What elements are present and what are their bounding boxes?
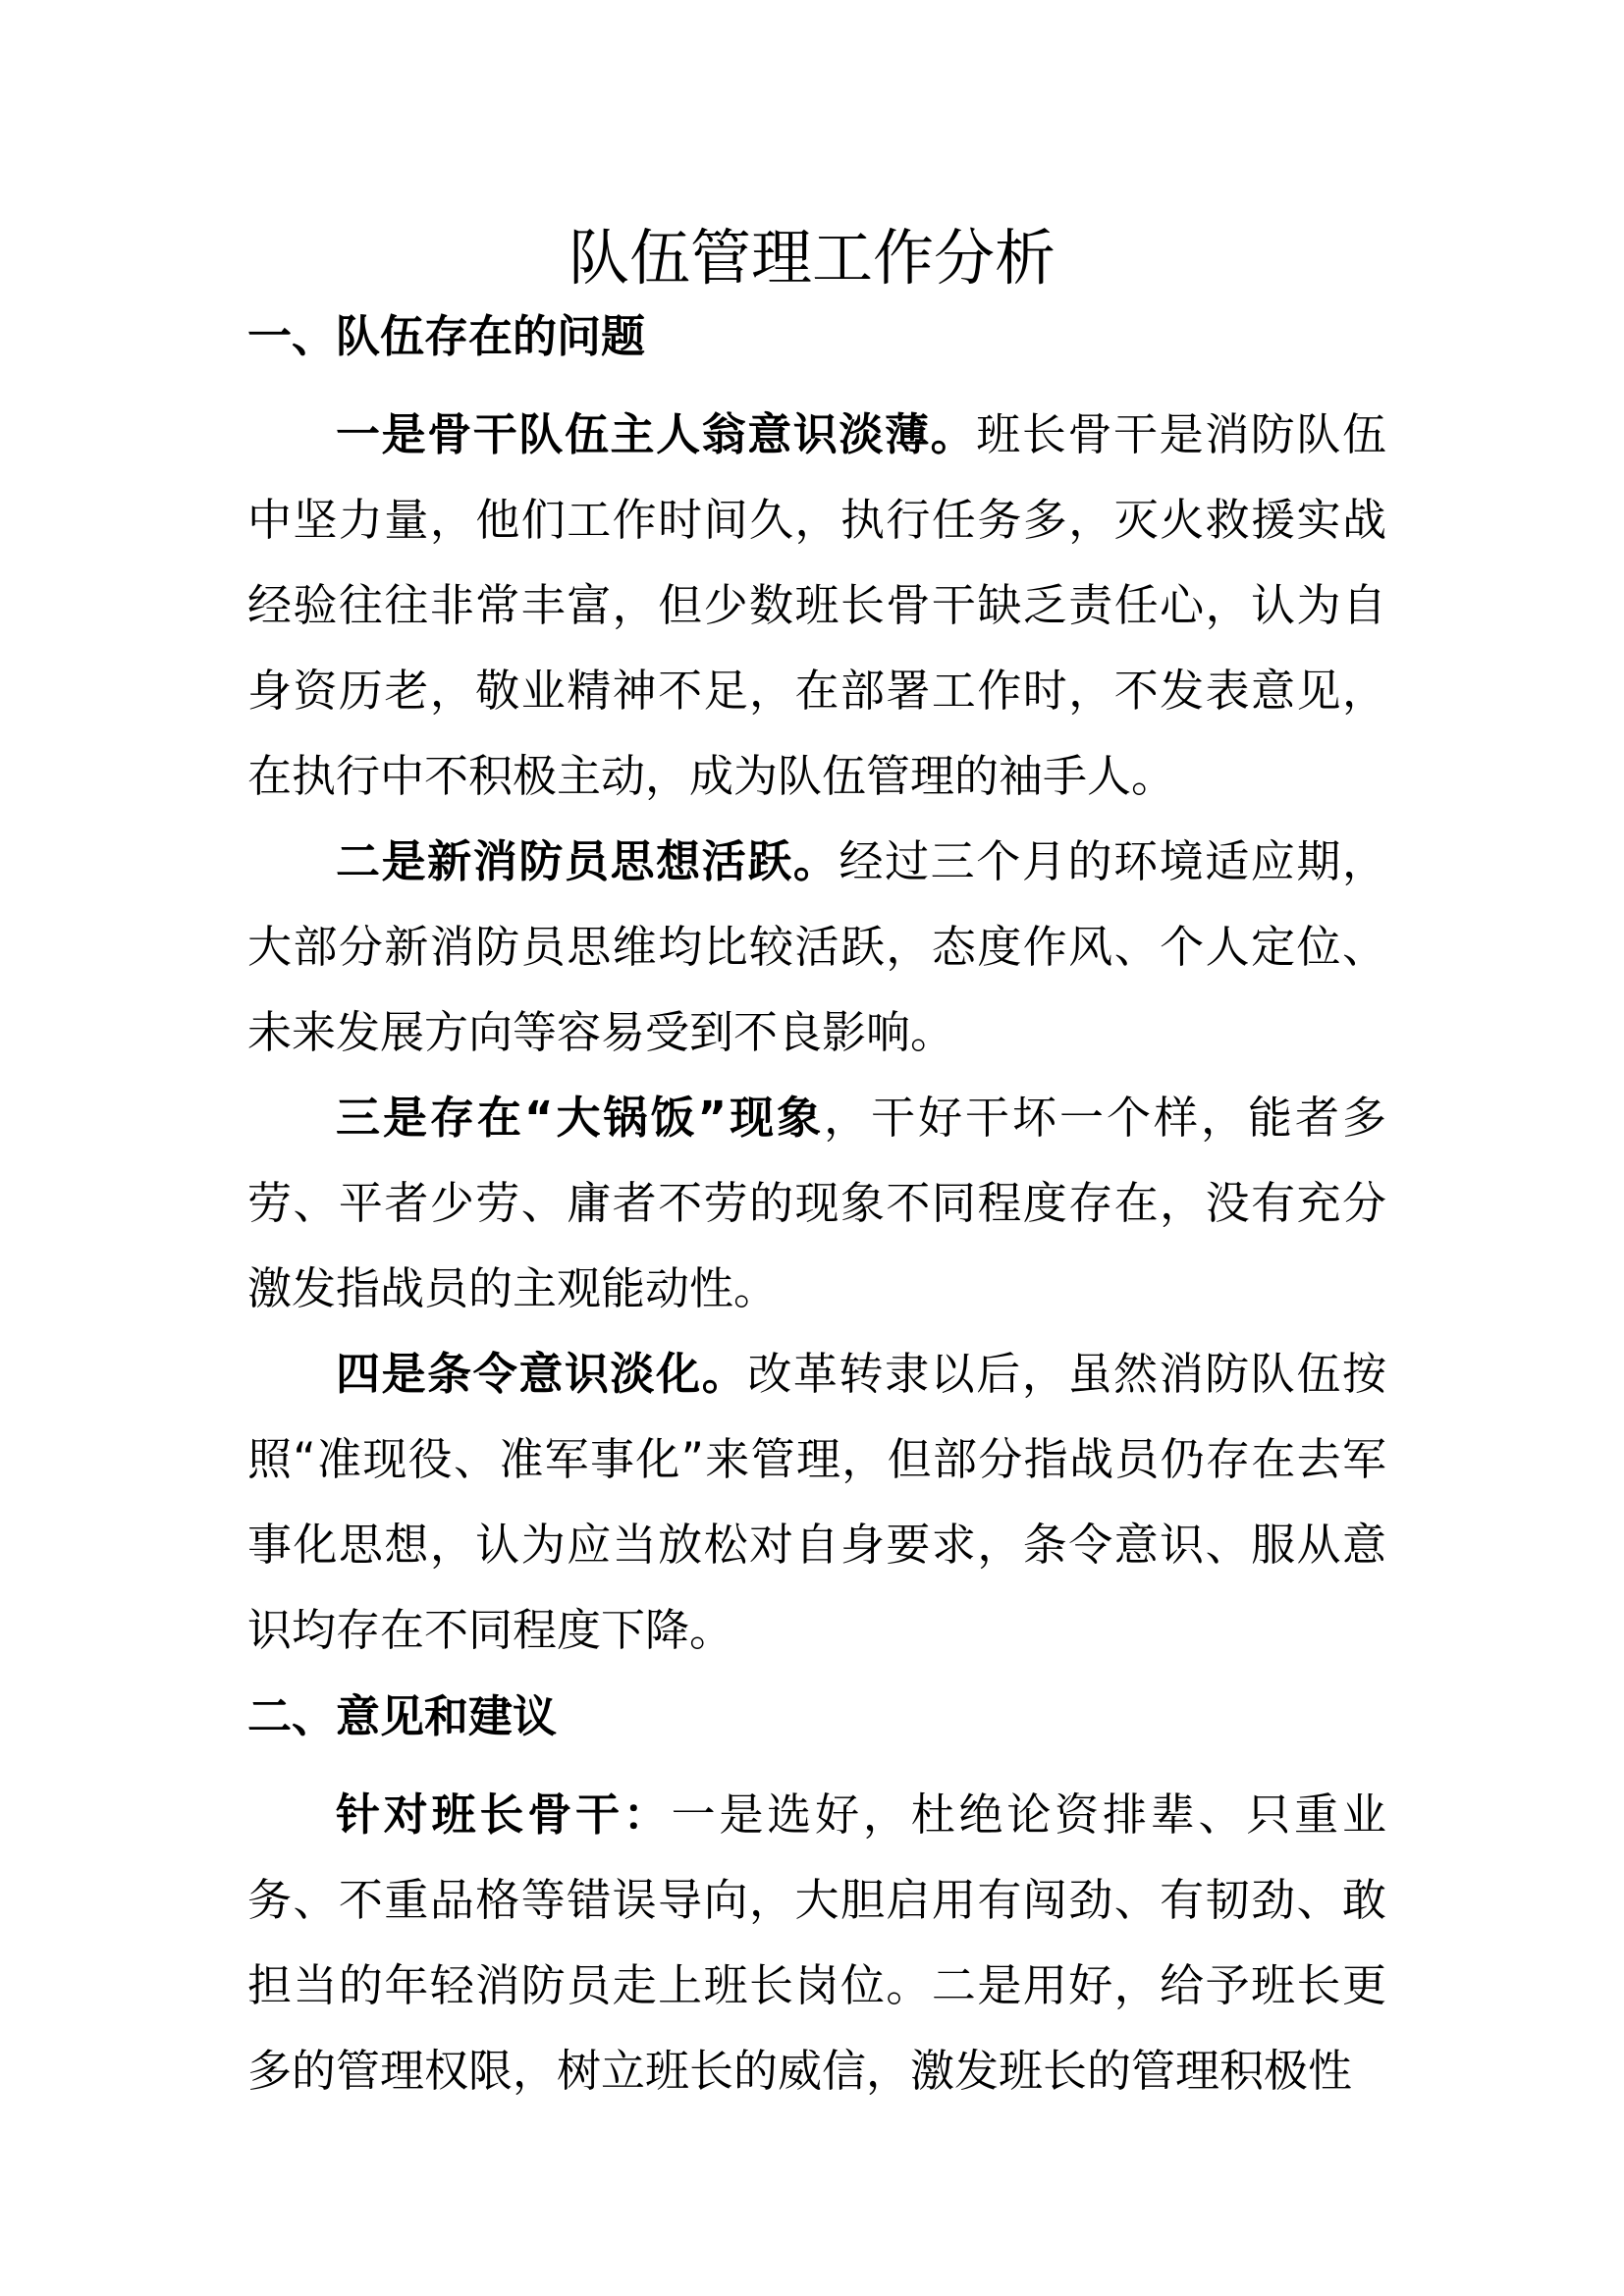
paragraph-lead: 一是骨干队伍主人翁意识淡薄。 <box>336 408 977 460</box>
section-heading-suggestions: 二、意见和建议 <box>247 1690 558 1742</box>
paragraph-body: 经过三个月的环境适应期，大部分新消防员思维均比较活跃，态度作风、个人定位、未来发展方向等容易受到不良影响。 <box>247 835 1386 1058</box>
paragraph-problem-1 <box>247 392 1386 819</box>
paragraph-problem-2 <box>247 819 1386 1075</box>
paragraph-body: 班长骨干是消防队伍中坚力量，他们工作时间久，执行任务多，灭火救援实战经验往往非常丰富，但少数班长骨干缺乏责任心，认为自身资历老，敬业精神不足，在部署工作时，不发表意见，在执行中不积极主动，成为队伍管理的袖手人。 <box>247 408 1386 802</box>
paragraph-body: ，干好干坏一个样，能者多劳、平者少劳、庸者不劳的现象不同程度存在，没有充分激发指战员的主观能动性。 <box>247 1092 1386 1314</box>
paragraph-lead: 针对班长骨干： <box>336 1789 672 1841</box>
paragraph-body: 改革转隶以后，虽然消防队伍按照“准现役、准军事化”来管理，但部分指战员仍存在去军事化思想，认为应当放松对自身要求，条令意识、服从意识均存在不同程度下降。 <box>247 1348 1386 1656</box>
paragraph-lead: 四是条令意识淡化。 <box>336 1348 748 1400</box>
paragraph-problem-3 <box>247 1075 1386 1331</box>
paragraph-lead: 三是存在“大锅饭”现象 <box>336 1092 825 1144</box>
section-heading-problems: 一、队伍存在的问题 <box>247 310 646 362</box>
paragraph-lead: 二是新消防员思想活跃。 <box>336 835 839 887</box>
paragraph-problem-4 <box>247 1331 1386 1673</box>
paragraph-suggestion-1 <box>247 1772 1386 2113</box>
document-title: 队伍管理工作分析 <box>568 222 1056 294</box>
paragraph-body: 一是选好，杜绝论资排辈、只重业务、不重品格等错误导向，大胆启用有闯劲、有韧劲、敢担当的年轻消防员走上班长岗位。二是用好，给予班长更多的管理权限，树立班长的威信，激发班长的管理积极性 <box>247 1789 1386 2097</box>
